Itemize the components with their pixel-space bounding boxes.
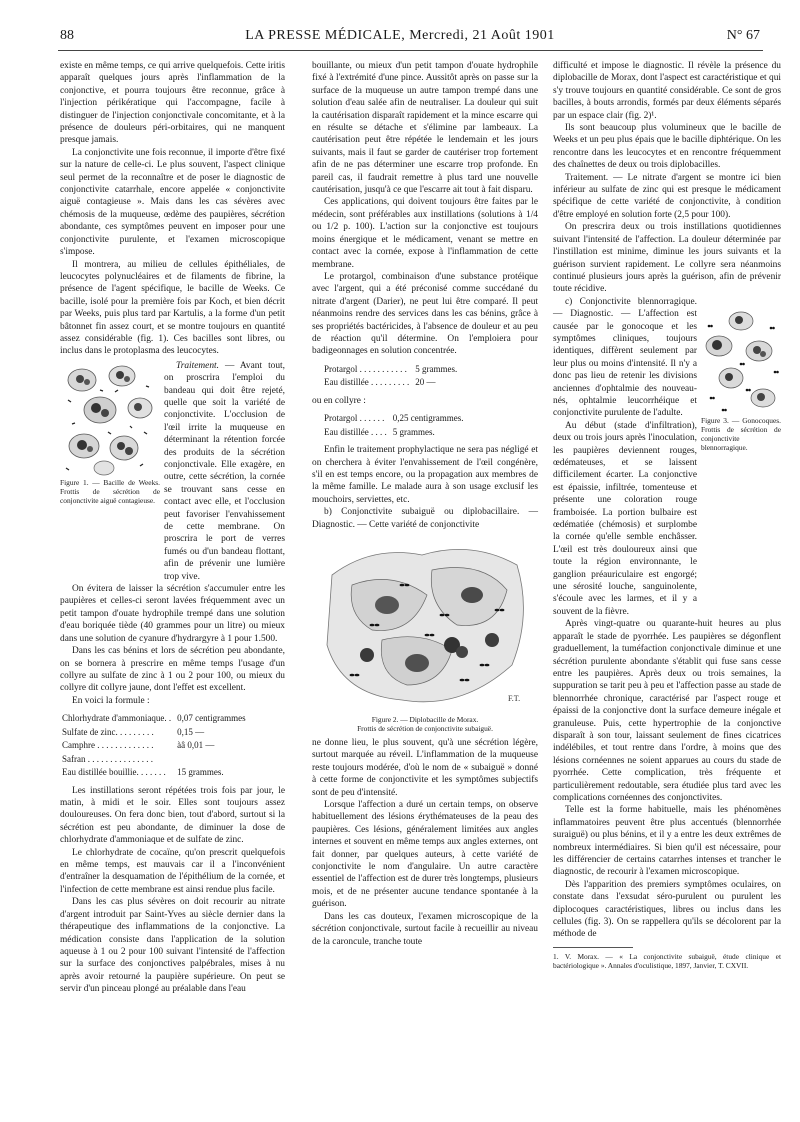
paragraph: Dès l'apparition des premiers symptômes oculaires, on constate dans l'exsudat séro-purulent ou purulent les diplocoques caractéristiques, libres ou inclus dans les cellules (fig. 3). On se rappellera qu'ils se décolorent par la méthode de: [553, 879, 781, 940]
figure-2-signature: F.T.: [508, 694, 521, 703]
formula-name: Eau distillée bouillie. . . . . . .: [62, 767, 166, 778]
footnote: 1. V. Morax. — « La conjonctivite subaiguë, étude clinique et bactériologique ». Annales d'oculistique, 1897, Janvier, T. CXVII.: [553, 951, 781, 970]
paragraph: bouillante, ou mieux d'un petit tampon d'ouate hydrophile fixé à l'extrémité d'une pince. Aussitôt après on passe sur la surface de la muqueuse un autre tampon trempé dans une solution d'eau salée afin de neutraliser. La douleur qui suit la cautérisation disparaît rapidement et la mince escarre qui en résulte se détache et s'élimine par lambeaux. La cautérisation peut être répétée le lendemain et les jours suivants, mais il faut se garder de cautériser trop fortement afin de ne pas déterminer une escarre trop profonde. En pareil cas, il faudrait remettre à plus tard une nouvelle cautérisation, jusqu'à ce que l'escarre ait tout à fait disparu.: [312, 61, 538, 196]
protargol-formula-2: [322, 411, 469, 440]
paragraph: Ils sont beaucoup plus volumineux que le bacille de Weeks et un peu plus épais que le bacille diphtérique. On les rencontre dans les leucocytes et en rencontre fréquemment des chaînettes de deux ou trois diplobacilles.: [553, 123, 781, 171]
footnote-rule: [553, 947, 633, 948]
formula-intro: En voici la formule :: [72, 695, 150, 706]
paragraph: Traitement. — Le nitrate d'argent se montre ici bien inférieur au sulfate de zinc qui est presque le médicament spécifique de cette variété de conjonctivite, à condition d'être employé en solution forte (2,5 pour 100).: [553, 172, 781, 220]
figure-1: [60, 360, 160, 583]
section-heading-b: b) Conjonctivite subaiguë ou diplobacillaire. — Diagnostic. — Cette variété de conjonctivite: [312, 507, 538, 530]
formula-dose: 0,07 centigrammes: [177, 713, 246, 724]
paragraph: La conjonctivite une fois reconnue, il importe d'être fixé sur la nature de celle-ci. Le plus souvent, l'aspect clinique seul permet de la reconnaître et de poser le diagnostic de conjonctivite catarrhale, encore appelée « conjonctivite aiguë contagieuse ». Mais dans les cas sévères avec chémosis de la muqueuse, œdème des paupières, sécrétion abondante, ces symptômes peuvent en imposer pour une conjonctivite purulente, et l'examen microscopique s'impose.: [60, 147, 285, 258]
formula-dose: 20 —: [415, 377, 436, 388]
paragraph: Le chlorhydrate de cocaïne, qu'on prescrit quelquefois en même temps, est mauvais car il a l'inconvénient d'entraîner la desquamation de l'épithélium de la cornée, et l'infection de cette membrane est ainsi rendue plus facile.: [60, 847, 285, 895]
formula-name: Protargol . . . . . . . . . . .: [324, 363, 407, 374]
figure-3: [701, 306, 781, 619]
header-rule: [58, 50, 763, 51]
column-1: [60, 60, 285, 996]
formula-row: [324, 364, 461, 376]
figure-3-image: [701, 306, 781, 416]
formula-row: [324, 377, 461, 389]
paragraph: On prescrira deux ou trois instillations quotidiennes suivant l'intensité de l'affection. La douleur déterminée par l'instillation est minime, diminue les jours suivants et la guérison survient rapidement. Le collyre sera néanmoins continué plusieurs jours après la guérison, afin de prévenir toute récidive.: [553, 222, 781, 295]
formula-dose: 5 grammes.: [392, 426, 435, 437]
column-2: [312, 60, 538, 948]
paragraph: [164, 360, 285, 583]
formula-row: [324, 413, 467, 425]
paragraph: difficulté et impose le diagnostic. Il révèle la présence du diplobacille de Morax, dont l'aspect est caractéristique et qui s'y trouve toujours en quantité considérable. Ce sont de gros bacilles, à bouts arrondis, formés par deux éléments séparés par un espace clair (fig. 2)¹.: [553, 61, 781, 121]
page-header: [0, 28, 800, 50]
paragraph: Enfin le traitement prophylactique ne sera pas négligé et on cherchera à éviter l'envahissement de l'œil congénère, s'il en est temps encore, ou la propagation aux membres de la même famille. Le malade aura à son usage exclusif les mouchoirs, serviettes, etc.: [312, 445, 538, 505]
formula-dose: 0,25 centigrammes.: [392, 413, 464, 424]
paragraph: On évitera de laisser la sécrétion s'accumuler entre les paupières et celles-ci seront lavées fréquemment avec un petit tampon d'ouate hydrophile trempé dans une solution d'eau boriquée tiède (40 grammes pour un litre) ou mieux dans une solution de cyanure d'hydrargyre à 1 pour 1.500.: [60, 584, 285, 644]
paragraph: Après vingt-quatre ou quarante-huit heures au plus apparaît le stade de pyorrhée. Les paupières se dégonflent graduellement, la tuméfaction conjonctivale diminue et une sécrétion purulente abondante s'établit qui fuse sans cesse entre les paupières. Après deux ou trois semaines, la suppuration se tarit peu à peu et l'affection passe au stade de blennorrhée chronique, caractérisé par l'aspect rouge et épaissi de la conjonctive dont la surface demeure inégale et granuleuse. Puis, cette hypertrophie de la conjonctive disparaît à son tour, laissant seulement de fines cicatrices indélébiles, et tout rentre dans l'ordre, à moins que des lésions cornéennes ne soient apparues au cours du stade de pyorrhée. Cette complication, très fréquente et particulièrement redoutable, sera étudiée plus tard avec les complications cornéennes des conjonctivites.: [553, 619, 781, 803]
column-3: [553, 60, 781, 970]
figure-1-block: [60, 360, 285, 583]
or-collyre: ou en collyre :: [312, 395, 366, 406]
paragraph: c) Conjonctivite blennorragique. — Diagnostic. — L'affection est causée par le gonocoque et les symptômes cliniques, toujours identiques, diffèrent seulement par leur plus ou moins d'intensité. Il n'y a donc pas lieu de retenir les divisions anciennes d'ophtalmie des nouveau-nés, ophtalmie leucorrhéique et conjonctivite purulente de l'adulte.: [553, 296, 697, 419]
formula-row: [62, 740, 250, 752]
page-number: 88: [60, 28, 74, 43]
formula-dose: 0,15 —: [177, 726, 205, 737]
paragraph: Les instillations seront répétées trois fois par jour, le matin, à midi et le soir. Elles sont toujours assez douloureuses. On fera donc bien, tout d'abord, surtout si la sécrétion est peu abondante, de diminuer la dose de chlorhydrate d'ammoniaque et de sulfate de zinc.: [60, 785, 285, 846]
formula-dose: àâ 0,01 —: [177, 740, 215, 751]
formula-dose: [177, 754, 249, 766]
formula-dose: 5 grammes.: [415, 363, 458, 374]
formula-name: Sulfate de zinc. . . . . . . . .: [62, 726, 154, 737]
treatment-label: Traitement.: [176, 360, 219, 371]
paragraph: Ces applications, qui doivent toujours être faites par le médecin, sont préférables aux instillations (solutions à 1/4 ou 1/2 p. 100). L'action sur la conjonctive est toujours moins énergique et le médicament, venant se mettre en contact avec la cornée, expose à l'inflammation de cette membrane.: [312, 197, 538, 270]
formula-row: [62, 713, 250, 725]
figure-3-caption: Figure 3. — Gonocoques. Frottis de sécrétion de conjonctivite blennorragique.: [701, 415, 781, 452]
formula-row: [62, 767, 250, 779]
figure-2-caption-line-1: Figure 2. — Diplobacille de Morax.: [371, 715, 479, 724]
formula-table: [60, 711, 252, 781]
figure-1-image: [60, 360, 158, 478]
formula-name: Chlorhydrate d'ammoniaque. .: [62, 713, 172, 724]
figure-2-image: [312, 535, 538, 715]
paragraph-text: — Avant tout, on proscrira l'emploi du bandeau qui doit être rejeté, quelle que soit la variété de conjonctivite. L'occlusion de l'œil irrite la muqueuse en déterminant la rétention forcée des produits de la sécrétion conjonctivale. Elle exagère, en outre, cette sécrétion, la cornée se trouvant sans cesse en contact avec elle, et l'occlusion peut favoriser l'envahissement de cette membrane. On proscrira le port de verres fumés ou d'un bandeau flottant, afin de prévenir une lumière trop vive.: [164, 360, 286, 582]
formula-name: Camphre . . . . . . . . . . . . .: [62, 740, 154, 751]
paragraph: Lorsque l'affection a duré un certain temps, on observe habituellement des lésions érythémateuses de la peau des paupières. Ces lésions, généralement limitées aux angles internes et souvent en même temps aux angles externes, ont fait donner, par quelques auteurs, à cette variété de conjonctivite le nom d'angulaire. Un autre caractère essentiel de l'affection est de durer très longtemps, plusieurs mois, et de ne présenter aucune tendance spontanée à la guérison.: [312, 800, 538, 910]
paragraph: Il montrera, au milieu de cellules épithéliales, de leucocytes polynucléaires et de filaments de fibrine, la présence de l'agent spécifique, le bacille de Weeks. Ce bacille, isolé pour la première fois par Koch, et bien décrit par Weeks, puis plus tard par Kartulis, a la forme d'un petit bâtonnet fin assez court, et se montre toujours en quantité assez considérable (fig. 1). Ces bacilles sont libres, ou inclus dans le protoplasma des leucocytes.: [60, 259, 285, 357]
formula-row: [62, 727, 250, 739]
formula-name: Eau distillée . . . .: [324, 426, 387, 437]
paragraph: existe en même temps, ce qui arrive quelquefois. Cette iritis apparaît quelques jours après l'inflammation de la conjonctive, et pourra toujours être reconnue, grâce à l'injection périkératique qui l'accompagne, facile à distinguer de l'injection conjonctivale concomitante, et à la présence de douleurs péri-orbitaires, qui ne manquent presque jamais.: [60, 61, 285, 146]
paragraph: Dans les cas douteux, l'examen microscopique de la sécrétion conjonctivale, surtout facile à recueillir au niveau de la caroncule, tranche toute: [312, 911, 538, 947]
journal-title: LA PRESSE MÉDICALE, Mercredi, 21 Août 1901: [245, 28, 555, 43]
protargol-formula-1: [322, 362, 463, 391]
paragraph: ne donne lieu, le plus souvent, qu'à une sécrétion légère, surtout marquée au réveil. L'inflammation de la muqueuse reste toujours modérée, d'où le nom de « subaiguë » donné à cette forme de conjonctivite et les symptômes subjectifs sont de peu d'intensité.: [312, 738, 538, 798]
paragraph: Le protargol, combinaison d'une substance protéique avec l'argent, qui a été préconisé comme succédané du nitrate d'argent (Darier), ne peut lui être comparé. Il peut néanmoins rendre des services dans les cas bénins, grâce à ses propriétés bactéricides, à l'absence de douleur et au peu de réaction qu'il détermine. On l'emploiera pour badigeonnages en solution concentrée.: [312, 271, 538, 357]
formula-dose: 15 grammes.: [177, 767, 224, 778]
formula-row: [62, 754, 250, 766]
issue-number: N° 67: [726, 28, 760, 43]
formula-name: Eau distillée . . . . . . . . .: [324, 377, 410, 388]
paragraph: Dans les cas bénins et lors de sécrétion peu abondante, on se bornera à prescrire en même temps l'usage d'un collyre au sulfate de zinc à 1 ou 2 pour 100, ou mieux du collyre dit collyre jaune, dont l'effet est excellent.: [60, 646, 285, 694]
formula-row: [324, 427, 467, 439]
paragraph: Dans les cas plus sévères on doit recourir au nitrate d'argent introduit par Saint-Yves au siècle dernier dans la thérapeutique des inflammations de la conjonctive. La médication consiste dans l'application de la solution aqueuse à 1 ou 2 pour 100 suivant l'intensité de l'affection sur la surface des conjonctives palpébrales, mises à nu après avoir retourné la paupière supérieure. On peut se servir d'un pinceau plongé au préalable dans l'eau: [60, 897, 285, 995]
paragraph: Au début (stade d'infiltration), deux ou trois jours après l'inoculation, les paupières deviennent rouges, œdémateuses, et se laissent difficilement écarter. La conjonctive est épaissie, infiltrée, tomenteuse et présente une coloration rouge framboisée. La portion bulbaire est œdématiée (chémosis) et surplombe la cornée qu'elle semble enchâsser. L'œil est très douloureux ainsi que toute la région environnante, le ganglion préauriculaire est engorgé; une sérosité louche, sanguinolente, s'écoule avec les larmes, et il y a souvent de la fièvre.: [553, 420, 697, 617]
figure-1-caption: Figure 1. — Bacille de Weeks. Frottis de sécrétion de conjonctivite aiguë contagieuse.: [60, 477, 160, 505]
figure-2-caption: [312, 715, 538, 733]
paragraph: Telle est la forme habituelle, mais les phénomènes inflammatoires peuvent être plus accentués (blennorrhée suraiguë) ou plus bénins, et il y a entre les deux extrêmes de nombreux intermédiaires. Si bien qu'il est nécessaire, pour les différencier de certains catarrhes intenses et trancher le diagnostic, de recourir à l'examen microscopique.: [553, 805, 781, 878]
formula-name: Safran . . . . . . . . . . . . . . .: [62, 753, 153, 764]
figure-3-block: [553, 296, 781, 619]
formula-name: Protargol . . . . . .: [324, 413, 385, 424]
figure-2-caption-line-2: Frottis de sécrétion de conjonctivite subaiguë.: [357, 724, 493, 733]
figure-2: [312, 535, 538, 733]
